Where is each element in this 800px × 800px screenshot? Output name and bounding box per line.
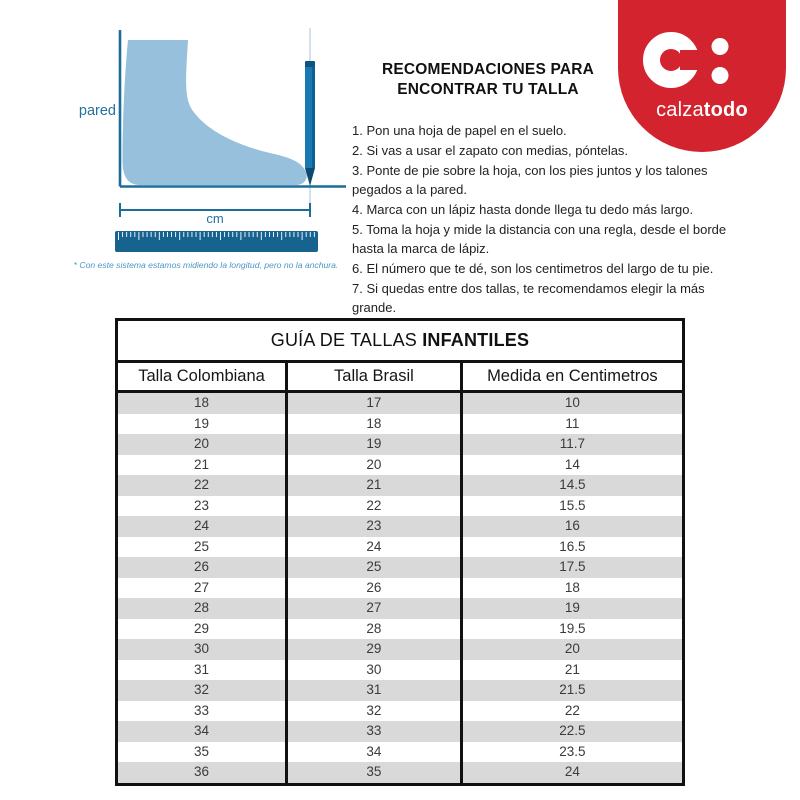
recommendation-item: 4. Marca con un lápiz hasta donde llega tu dedo más largo. [352, 202, 694, 217]
foot-silhouette [123, 40, 307, 185]
table-cell: 26 [287, 578, 462, 599]
table-cell: 22 [287, 496, 462, 517]
table-cell: 18 [461, 578, 683, 599]
table-cell: 11.7 [461, 434, 683, 455]
table-cell: 19 [461, 598, 683, 619]
logo-colon-bottom-dot [712, 67, 729, 84]
table-row [117, 639, 684, 660]
table-cell: 18 [194, 395, 210, 410]
table-cell: 34 [194, 723, 210, 738]
foot-diagram-svg [60, 0, 352, 292]
table-cell: 21 [461, 660, 683, 681]
table-row [117, 742, 684, 763]
table-cell: 31 [287, 680, 462, 701]
brand-logo [618, 0, 786, 152]
table-cell: 33 [287, 721, 462, 742]
table-cell: 23 [194, 497, 210, 513]
table-cell: 27 [287, 598, 462, 619]
column-header-brasil: Talla Brasil [287, 362, 462, 392]
table-cell: 32 [194, 682, 210, 697]
table-cell: 16.5 [461, 537, 683, 558]
recommendation-item: 7. Si quedas entre dos tallas, te recomendamos elegir la más grande. [352, 281, 705, 315]
table-cell: 19.5 [461, 619, 683, 640]
column-header-colombiana: Talla Colombiana [117, 362, 287, 392]
table-row [117, 496, 684, 517]
recommendation-item: 5. Toma la hoja y mide la distancia con una regla, desde el borde hasta la marca de lápiz. [352, 222, 727, 256]
table-cell: 23 [287, 516, 462, 537]
table-cell: 17.5 [461, 557, 683, 578]
table-cell: 15.5 [461, 496, 683, 517]
size-guide-table [115, 318, 685, 786]
table-row [117, 578, 684, 599]
table-cell: 16 [461, 516, 683, 537]
table-cell: 10 [461, 392, 683, 414]
table-cell: 28 [287, 619, 462, 640]
table-cell: 24 [461, 762, 683, 784]
table-cell: 19 [287, 434, 462, 455]
table-cell: 32 [287, 701, 462, 722]
table-cell: 35 [287, 762, 462, 784]
table-row [117, 537, 684, 558]
table-cell: 26 [194, 559, 210, 574]
table-cell: 20 [194, 436, 210, 451]
brand-name-regular: calza [656, 99, 704, 121]
table-cell: 36 [194, 764, 210, 779]
table-cell: 30 [287, 660, 462, 681]
table-cell: 29 [287, 639, 462, 660]
table-row [117, 762, 684, 784]
table-title-regular: GUÍA DE TALLAS [270, 330, 423, 351]
table-cell: 30 [194, 641, 210, 656]
table-row [117, 434, 684, 455]
table-cell: 20 [461, 639, 683, 660]
table-title-row [117, 320, 684, 362]
table-row [117, 414, 684, 435]
table-cell: 20 [287, 455, 462, 476]
table-row [117, 660, 684, 681]
measure-diagram [60, 0, 352, 292]
table-cell: 17 [287, 392, 462, 414]
size-table-body [117, 392, 684, 785]
table-cell: 31 [194, 661, 210, 677]
table-cell: 22 [194, 477, 210, 492]
table-row [117, 557, 684, 578]
table-title [117, 320, 684, 362]
table-row [117, 619, 684, 640]
table-cell: 11 [461, 414, 683, 435]
table-cell: 21.5 [461, 680, 683, 701]
ruler-icon [115, 231, 318, 252]
table-row [117, 475, 684, 496]
recommendation-item: 1. Pon una hoja de papel en el suelo. [352, 123, 567, 138]
cm-label: cm [206, 211, 224, 226]
table-cell: 25 [287, 557, 462, 578]
recommendation-item: 3. Ponte de pie sobre la hoja, con los pies juntos y los talones pegados a la pared. [352, 163, 708, 197]
pencil-icon [305, 61, 315, 186]
table-cell: 21 [194, 456, 210, 472]
table-cell: 23.5 [461, 742, 683, 763]
table-cell: 14.5 [461, 475, 683, 496]
table-cell: 21 [287, 475, 462, 496]
table-title-bold: INFANTILES [422, 330, 530, 351]
table-row [117, 516, 684, 537]
measure-note: * Con este sistema estamos midiendo la longitud, pero no la anchura. [73, 260, 339, 270]
recommendation-item: 2. Si vas a usar el zapato con medias, póntelas. [352, 143, 629, 158]
brand-name-bold: todo [703, 99, 748, 121]
table-cell: 33 [194, 702, 210, 718]
table-cell: 29 [194, 620, 210, 636]
table-cell: 22.5 [461, 721, 683, 742]
table-cell: 27 [194, 579, 210, 595]
table-row [117, 598, 684, 619]
logo-c-glyph [618, 0, 786, 152]
table-row [117, 721, 684, 742]
table-cell: 24 [287, 537, 462, 558]
table-cell: 14 [461, 455, 683, 476]
table-cell: 19 [194, 415, 210, 431]
table-row [117, 455, 684, 476]
table-row [117, 701, 684, 722]
table-cell: 18 [287, 414, 462, 435]
table-cell: 35 [194, 743, 210, 759]
table-cell: 24 [194, 518, 210, 533]
logo-colon-top-dot [712, 38, 729, 55]
table-cell: 28 [194, 600, 210, 615]
table-cell: 22 [461, 701, 683, 722]
table-header-row [117, 362, 684, 392]
column-header-centimetros: Medida en Centimetros [461, 362, 683, 392]
table-row [117, 392, 684, 414]
table-row [117, 680, 684, 701]
table-cell: 25 [194, 538, 210, 554]
brand-name [618, 99, 786, 122]
table-cell: 34 [287, 742, 462, 763]
recommendation-item: 6. El número que te dé, son los centimetros del largo de tu pie. [352, 261, 714, 276]
wall-label: pared [78, 103, 116, 119]
recommendations-title: RECOMENDACIONES PARA ENCONTRAR TU TALLA [381, 61, 595, 99]
